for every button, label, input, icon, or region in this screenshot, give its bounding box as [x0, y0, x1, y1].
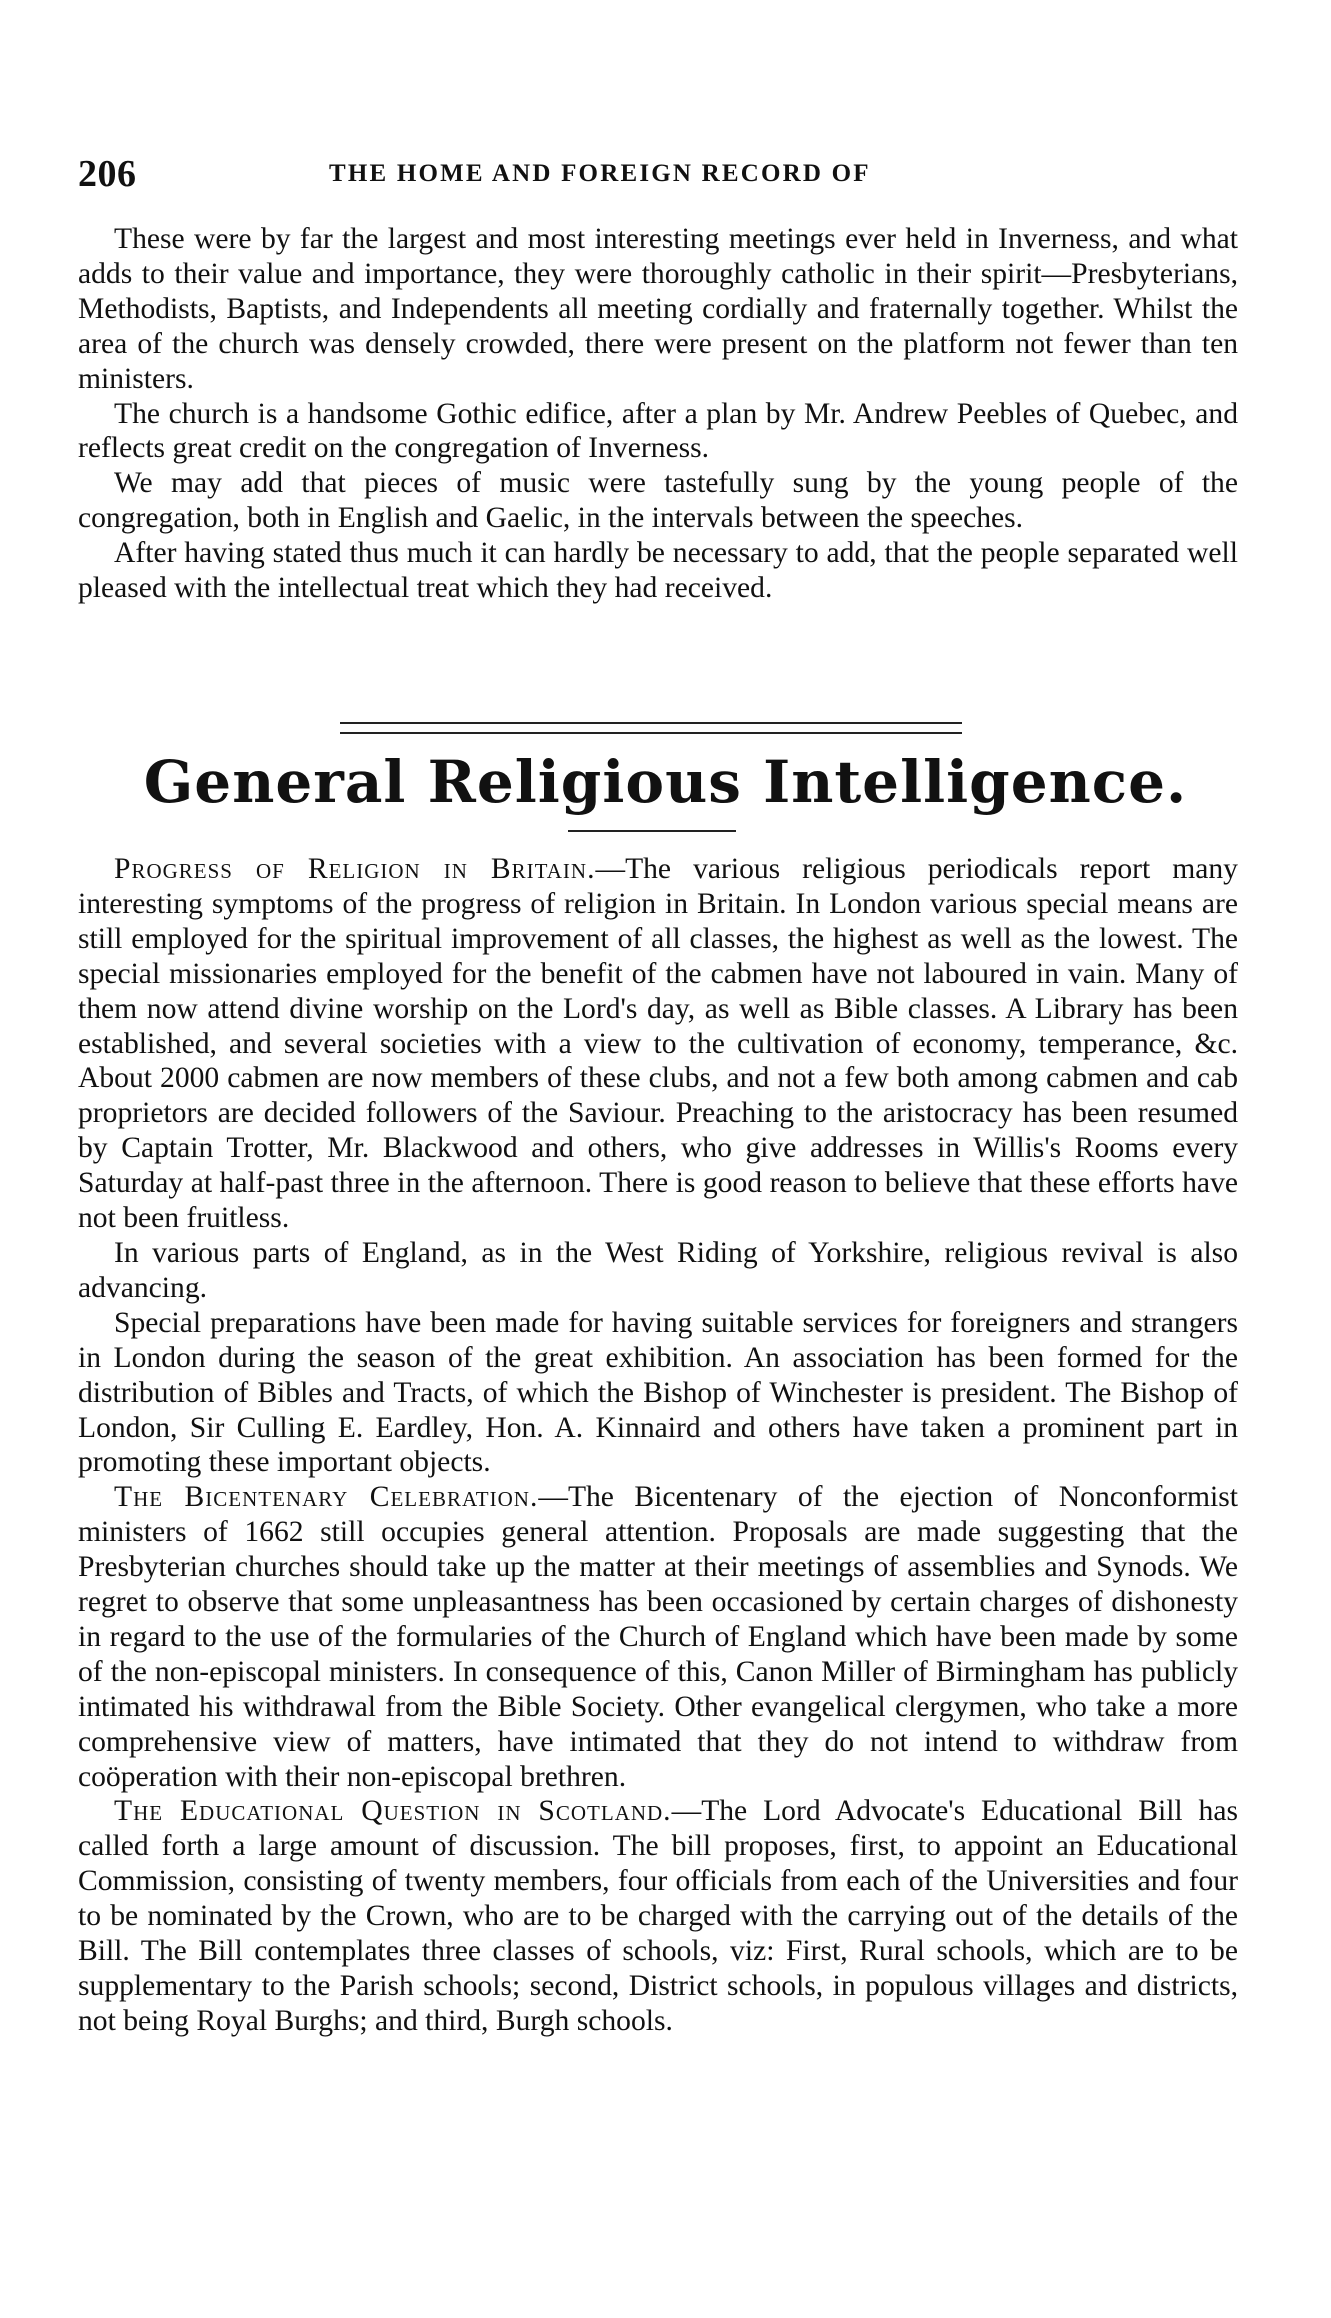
article-text: —The Bicentenary of the ejection of Nonconformist ministers of 1662 still occupies general attention. Proposals are made suggesting that the Presbyterian churches should take up the matter at their meetings of assemblies and Synods. We regret to observe that some unpleasantness has been occasioned by certain charges of dishonesty in regard to the use of the formularies of the Church of England which have been made by some of the non-episcopal ministers. In consequence of this, Canon Miller of Birmingham has publicly intimated his withdrawal from the Bible Society. Other evangelical clergymen, who take a more comprehensive view of matters, have intimated that they do not intend to withdraw from coöperation with their non-episcopal brethren. — [78, 1481, 1238, 1793]
running-head — [78, 152, 1258, 196]
article-paragraph — [78, 1236, 1238, 1306]
article-lead: Progress of Religion in Britain. — [114, 853, 596, 885]
article-paragraph — [78, 852, 1238, 1236]
section-divider-bottom — [340, 732, 962, 734]
section-heading: General Religious Intelligence. — [143, 748, 1188, 816]
article-lead: The Educational Question in Scotland. — [114, 1795, 672, 1828]
article-paragraph — [78, 1794, 1238, 2038]
paragraph: We may add that pieces of music were tastefully sung by the young people of the congregation, both in English and Gaelic, in the intervals between the speeches. — [78, 467, 1238, 535]
paragraph: After having stated thus much it can hardly be necessary to add, that the people separated well pleased with the intellectual treat which they had received. — [78, 537, 1238, 605]
running-title: THE HOME AND FOREIGN RECORD OF — [329, 160, 871, 187]
paragraph: The church is a handsome Gothic edifice, after a plan by Mr. Andrew Peebles of Quebec, and reflects great credit on the congregation of Inverness. — [78, 397, 1238, 465]
article-text: Special preparations have been made for having suitable services for foreigners and strangers in London during the season of the great exhibition. An association has been formed for the distribution of Bibles and Tracts, of which the Bishop of Winchester is president. The Bishop of London, Sir Culling E. Eardley, Hon. A. Kinnaird and others have taken a prominent part in promoting these important objects. — [78, 1306, 1238, 1479]
article-lead: The Bicentenary Celebration. — [114, 1481, 539, 1514]
article-paragraph — [78, 1480, 1238, 1794]
paragraph: These were by far the largest and most interesting meetings ever held in Inverness, and what adds to their value and importance, they were thoroughly catholic in their spirit—Presbyterians, Methodists, Baptists, and Independents all meeting cordially and fraternally together. Whilst the area of the church was densely crowded, there were present on the platform not fewer than ten ministers. — [78, 223, 1238, 395]
intro-text — [78, 222, 1238, 606]
article-text: —The various religious periodicals report many interesting symptoms of the progress of religion in Britain. In London various special means are still employed for the spiritual improvement of all classes, the highest as well as the lowest. The special missionaries employed for the benefit of the cabmen have not laboured in vain. Many of them now attend divine worship on the Lord's day, as well as Bible classes. A Library has been established, and several societies with a view to the cultivation of economy, temperance, &c. About 2000 cabmen are now members of these clubs, and not a few both among cabmen and cab proprietors are decided followers of the Saviour. Preaching to the aristocracy has been resumed by Captain Trotter, Mr. Blackwood and others, who give addresses in Willis's Rooms every Saturday at half-past three in the afternoon. There is good reason to believe that these efforts have not been fruitless. — [78, 853, 1238, 1235]
article-text: —The Lord Advocate's Educational Bill has called forth a large amount of discussion. The bill proposes, first, to appoint an Educational Commission, consisting of twenty members, four officials from each of the Universities and four to be nominated by the Crown, who are to be charged with the carrying out of the details of the Bill. The Bill contemplates three classes of schools, viz: First, Rural schools, which are to be supplementary to the Parish schools; second, District schools, in populous villages and districts, not being Royal Burghs; and third, Burgh schools. — [78, 1795, 1238, 2037]
articles — [78, 852, 1238, 2039]
article-text: In various parts of England, as in the West Riding of Yorkshire, religious revival is also advancing. — [78, 1236, 1238, 1304]
page-number: 206 — [78, 153, 137, 195]
article-paragraph — [78, 1306, 1238, 1481]
heading-underline — [568, 830, 736, 832]
section-divider-top — [340, 722, 962, 724]
